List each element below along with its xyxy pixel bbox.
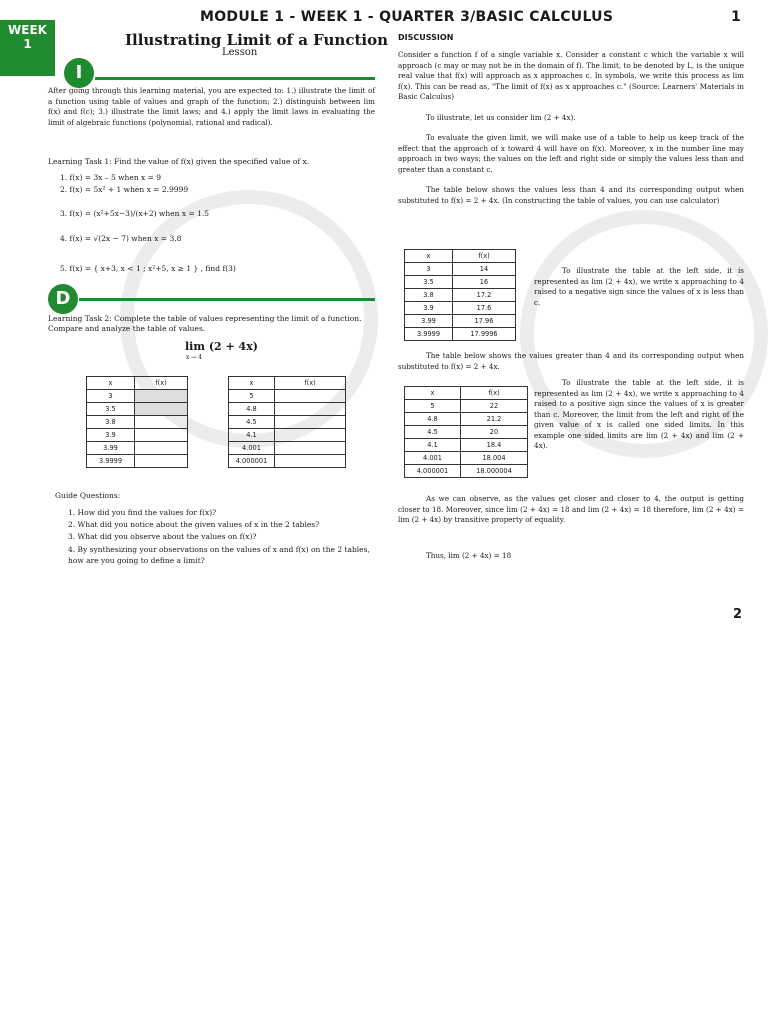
table-cell-x: 3 bbox=[87, 390, 135, 403]
blank-answer-cell[interactable] bbox=[275, 442, 346, 455]
table-cell-fx: 14 bbox=[453, 263, 516, 276]
right-table-note: To illustrate the table at the left side, it is represented as lim (2 + 4x), we write x approaching to 4 raised to a positive sign since the values of x is greater than c. Moreover, the limit from the left and right of the given value of x is called one sided limits. In this example one sided limits are lim (2 + 4x) and lim (2 + 4x). bbox=[534, 378, 744, 450]
task1-heading: Learning Task 1: Find the value of f(x) given the specified value of x. bbox=[48, 157, 310, 166]
table-cell-x: 4.8 bbox=[405, 413, 461, 426]
task1-item: 3. f(x) = (x²+5x−3)/(x+2) when x = 1.5 bbox=[60, 209, 210, 218]
intro-paragraph: After going through this learning material, you are expected to: 1.) illustrate the limit of a function using table of values and graph of the function; 2.) distinguish between lim f(x) and f(c); 3.) illustrate the limit laws; and 4.) apply the limit laws in evaluating the limit of algebraic functions (polynomial, rational and radical). bbox=[48, 86, 375, 127]
table-cell-x: 4.1 bbox=[405, 439, 461, 452]
page-number: 1 bbox=[731, 9, 741, 25]
table-cell-x: 4.001 bbox=[405, 452, 461, 465]
blank-answer-cell[interactable] bbox=[275, 403, 346, 416]
table-cell-x: 4.5 bbox=[229, 416, 275, 429]
blank-answer-cell[interactable] bbox=[275, 429, 346, 442]
table-cell-x: 3.99 bbox=[405, 315, 453, 328]
table-cell-fx: 21.2 bbox=[461, 413, 528, 426]
table-cell-x: 3.8 bbox=[405, 289, 453, 302]
table-cell-x: 4.000001 bbox=[229, 455, 275, 468]
lesson-subtitle: Lesson bbox=[222, 47, 258, 58]
table-cell-x: 5 bbox=[229, 390, 275, 403]
discussion-paragraph: To evaluate the given limit, we will make use of a table to help us keep track of the effect that the approach of x toward 4 will have on f(x). Moreover, x in the number line may approach in two ways; the values on the left and right side or simply the values less than and greater than a constant c. bbox=[398, 133, 744, 174]
guide-item: 2. What did you notice about the given values of x in the 2 tables? bbox=[68, 520, 320, 529]
discussion-paragraph: The table below shows the values greater than 4 and its corresponding output when substituted to f(x) = 2 + 4x. bbox=[398, 351, 744, 371]
discussion-paragraph: To illustrate, let us consider lim (2 + 4x). bbox=[426, 113, 576, 122]
module-title: MODULE 1 - WEEK 1 - QUARTER 3/BASIC CALCULUS bbox=[200, 9, 614, 25]
week-number: 1 bbox=[23, 37, 32, 51]
task2-limit-expression: lim (2 + 4x) bbox=[185, 340, 258, 353]
discover-divider bbox=[79, 298, 375, 301]
blank-answer-cell[interactable] bbox=[275, 416, 346, 429]
table-cell-fx: 17.96 bbox=[453, 315, 516, 328]
table-cell-fx: 18.4 bbox=[461, 439, 528, 452]
table-cell-fx: 20 bbox=[461, 426, 528, 439]
task2-left-table bbox=[86, 376, 188, 468]
table-cell-fx: 16 bbox=[453, 276, 516, 289]
blank-answer-cell[interactable] bbox=[135, 455, 188, 468]
table-cell-x: 4.5 bbox=[405, 426, 461, 439]
table-cell-x: 3.9 bbox=[87, 429, 135, 442]
table-cell-fx: 18.000004 bbox=[461, 465, 528, 478]
blank-answer-cell[interactable] bbox=[135, 416, 188, 429]
discussion-paragraph: The table below shows the values less than 4 and its corresponding output when substituted to f(x) = 2 + 4x. (In constructing the table of values, you can use calculator) bbox=[398, 185, 744, 205]
page-number-2: 2 bbox=[733, 607, 743, 622]
blank-answer-cell[interactable] bbox=[135, 390, 188, 403]
week-label: WEEK bbox=[8, 23, 47, 37]
table-cell-x: 4.000001 bbox=[405, 465, 461, 478]
table-cell-x: 3.99 bbox=[87, 442, 135, 455]
task2-heading: Learning Task 2: Complete the table of values representing the limit of a function. Compare and analyze the table of values. bbox=[48, 314, 362, 333]
table-cell-fx: 17.6 bbox=[453, 302, 516, 315]
guide-item: 4. By synthesizing your observations on the values of x and f(x) on the 2 tables, how are you going to define a limit? bbox=[68, 545, 370, 565]
lesson-title: Illustrating Limit of a Function bbox=[125, 31, 389, 49]
week-badge bbox=[0, 20, 55, 76]
blank-answer-cell[interactable] bbox=[135, 442, 188, 455]
table-cell-x: 3.8 bbox=[87, 416, 135, 429]
discussion-right-values-table bbox=[404, 386, 528, 478]
table-cell-x: 4.001 bbox=[229, 442, 275, 455]
task1-item: 5. f(x) = { x+3, x < 1 ; x²+5, x ≥ 1 } , find f(3) bbox=[60, 264, 236, 273]
table-cell-x: 3.9999 bbox=[87, 455, 135, 468]
discussion-left-values-table bbox=[404, 249, 516, 341]
table-cell-x: 4.1 bbox=[229, 429, 275, 442]
table-cell-fx: 17.2 bbox=[453, 289, 516, 302]
table-cell-x: 3.5 bbox=[87, 403, 135, 416]
conclusion: Thus, lim (2 + 4x) = 18 bbox=[426, 551, 512, 560]
guide-heading: Guide Questions: bbox=[55, 491, 121, 500]
task1-item: 4. f(x) = √(2x − 7) when x = 3.8 bbox=[60, 234, 182, 243]
table-cell-fx: 18.004 bbox=[461, 452, 528, 465]
task2-limit-subscript: x → 4 bbox=[186, 354, 203, 361]
task2-right-table bbox=[228, 376, 346, 468]
column-header-fx: f(x) bbox=[453, 250, 516, 263]
table-cell-x: 3.5 bbox=[405, 276, 453, 289]
column-header-x: x bbox=[229, 377, 275, 390]
left-table-note: To illustrate the table at the left side, it is represented as lim (2 + 4x), we write x approaching to 4 raised to a negative sign since the values of x is less than c. bbox=[534, 266, 744, 307]
column-header-fx: f(x) bbox=[461, 387, 528, 400]
blank-answer-cell[interactable] bbox=[275, 390, 346, 403]
discover-badge: D bbox=[48, 284, 78, 314]
discussion-paragraph: As we can observe, as the values get closer and closer to 4, the output is getting closer to 18. Moreover, since lim (2 + 4x) = 18 and lim (2 + 4x) = 18 therefore, lim (2 + 4x) = lim (2 + 4x) by transitive property of equality. bbox=[398, 494, 744, 524]
column-header-fx: f(x) bbox=[275, 377, 346, 390]
task1-item: 2. f(x) = 5x² + 1 when x = 2.9999 bbox=[60, 185, 189, 194]
table-cell-x: 3 bbox=[405, 263, 453, 276]
guide-item: 3. What did you observe about the values on f(x)? bbox=[68, 532, 257, 541]
discussion-heading: DISCUSSION bbox=[398, 33, 454, 42]
table-cell-x: 4.8 bbox=[229, 403, 275, 416]
column-header-x: x bbox=[87, 377, 135, 390]
intro-badge: I bbox=[64, 58, 94, 88]
table-cell-x: 5 bbox=[405, 400, 461, 413]
table-cell-fx: 17.9996 bbox=[453, 328, 516, 341]
discussion-paragraph: Consider a function f of a single variable x. Consider a constant c which the variable x will approach (c may or may not be in the domain of f). The limit, to be denoted by L, is the unique real value that f(x) will approach as x approaches c. In symbols, we write this process as lim f(x). This can be read as, "The limit of f(x) as x approaches c." (Source: Learners' Materials in Basic Calculus) bbox=[398, 50, 744, 101]
intro-divider bbox=[95, 77, 375, 80]
column-header-fx: f(x) bbox=[135, 377, 188, 390]
blank-answer-cell[interactable] bbox=[135, 403, 188, 416]
table-cell-x: 3.9999 bbox=[405, 328, 453, 341]
task1-item: 1. f(x) = 3x – 5 when x = 9 bbox=[60, 173, 162, 182]
table-cell-x: 3.9 bbox=[405, 302, 453, 315]
column-header-x: x bbox=[405, 387, 461, 400]
guide-item: 1. How did you find the values for f(x)? bbox=[68, 508, 217, 517]
blank-answer-cell[interactable] bbox=[135, 429, 188, 442]
blank-answer-cell[interactable] bbox=[275, 455, 346, 468]
column-header-x: x bbox=[405, 250, 453, 263]
table-cell-fx: 22 bbox=[461, 400, 528, 413]
page-header bbox=[0, 6, 768, 28]
